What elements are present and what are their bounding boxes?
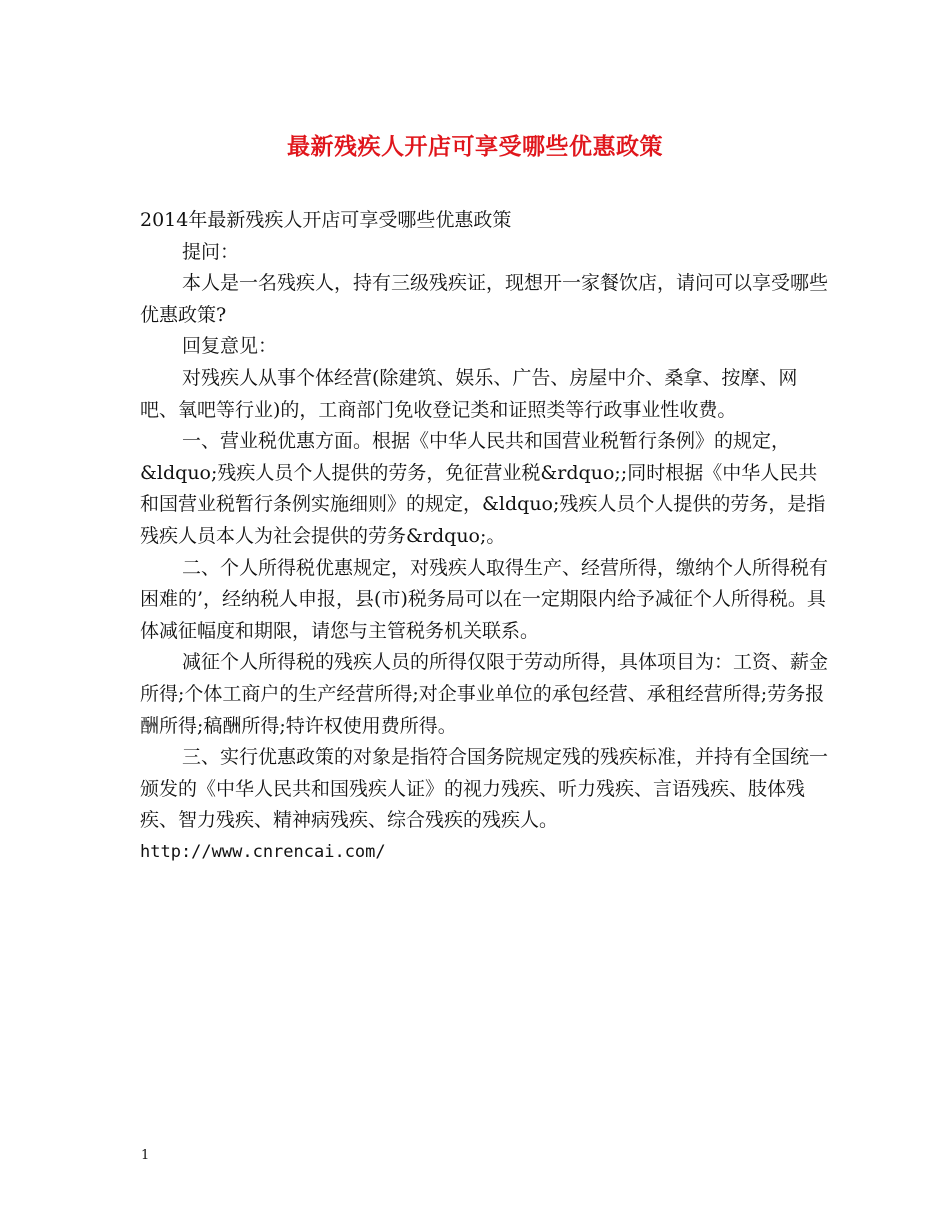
subtitle-line: 2014年最新残疾人开店可享受哪些优惠政策 (140, 209, 512, 231)
document-body (140, 205, 830, 868)
page-number: 1 (141, 1148, 150, 1163)
reply-label: 回复意见： (182, 335, 278, 358)
source-url: http://www.cnrencai.com/ (140, 841, 386, 862)
question-label: 提问： (182, 240, 240, 263)
paragraph-income-scope: 减征个人所得税的残疾人员的所得仅限于劳动所得，具体项目为：工资、薪金所得;个体工商户的生产经营所得;对企事业单位的承包经营、承租经营所得;劳务报酬所得;稿酬所得;特许权使用费所得。 (140, 651, 829, 737)
paragraph-income-tax: 二、个人所得税优惠规定，对残疾人取得生产、经营所得，缴纳个人所得税有困难的’，经纳税人申报，县(市)税务局可以在一定期限内给予减征个人所得税。具体减征幅度和期限，请您与主管税务机关联系。 (140, 556, 829, 642)
question-paragraph: 本人是一名残疾人，持有三级残疾证，现想开一家餐饮店，请问可以享受哪些优惠政策? (140, 272, 829, 326)
paragraph-business-tax: 一、营业税优惠方面。根据《中华人民共和国营业税暂行条例》的规定，&ldquo;残疾人员个人提供的劳务，免征营业税&rdquo;;同时根据《中华人民共和国营业税暂行条例实施细则》的规定，&ldquo;残疾人员个人提供的劳务，是指残疾人员本人为社会提供的劳务&rdquo;。 (140, 430, 826, 547)
paragraph-eligibility: 三、实行优惠政策的对象是指符合国务院规定残的残疾标准，并持有全国统一颁发的《中华人民共和国残疾人证》的视力残疾、听力残疾、言语残疾、肢体残疾、智力残疾、精神病残疾、综合残疾的残疾人。 (140, 746, 829, 832)
document-title: 最新残疾人开店可享受哪些优惠政策 (287, 133, 663, 160)
paragraph-business-fees: 对残疾人从事个体经营(除建筑、娱乐、广告、房屋中介、桑拿、按摩、网吧、氧吧等行业)的，工商部门免收登记类和证照类等行政事业性收费。 (140, 366, 798, 421)
